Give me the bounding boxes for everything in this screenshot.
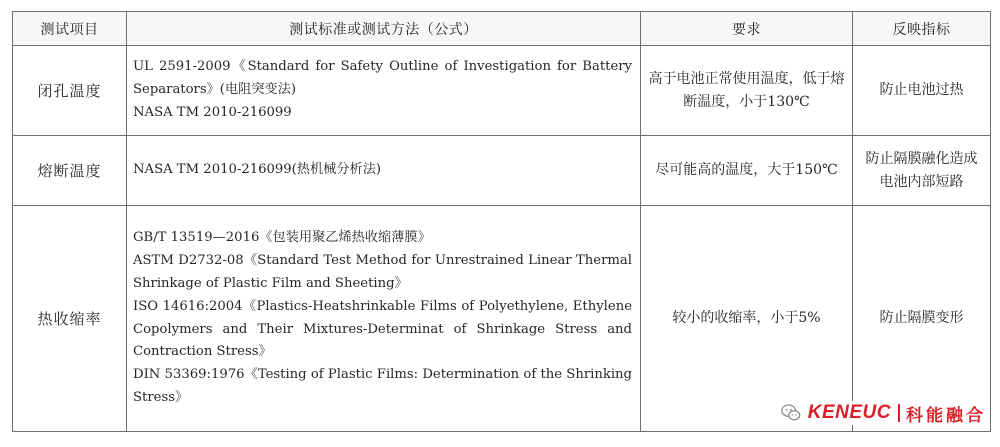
requirement-cell: 较小的收缩率，小于5% [641, 206, 853, 432]
test-method-cell [127, 46, 641, 136]
header-test-item: 测试项目 [13, 12, 127, 46]
indicator-cell: 防止隔膜融化造成电池内部短路 [853, 136, 991, 206]
spec-table-container [12, 11, 990, 432]
test-item-cell: 热收缩率 [13, 206, 127, 432]
method-line: NASA TM 2010-216099 [133, 104, 292, 120]
test-method-cell [127, 206, 641, 432]
indicator-cell: 防止隔膜变形 [853, 206, 991, 432]
method-line: ISO 14616:2004《Plastics-Heatshrinkable Films of Polyethylene, Ethylene Copolymers and Their Mixtures-Determinat of Shrinkage Stress and Contraction Stress》 [133, 298, 632, 360]
method-line: UL 2591-2009《Standard for Safety Outline of Investigation for Battery Separators》(电阻突变法) [133, 59, 632, 98]
watermark-divider [898, 404, 900, 422]
method-line: NASA TM 2010-216099(热机械分析法) [133, 162, 382, 178]
table-row [13, 206, 991, 432]
test-item-cell: 熔断温度 [13, 136, 127, 206]
indicator-cell: 防止电池过热 [853, 46, 991, 136]
watermark-brand: KENEUC [807, 402, 891, 423]
method-line: GB/T 13519—2016《包装用聚乙烯热收缩薄膜》 [133, 230, 431, 246]
table-row [13, 46, 991, 136]
watermark-chinese-name: 科能融合 [906, 405, 986, 426]
table-header [13, 12, 991, 46]
header-row [13, 12, 991, 46]
table-body [13, 46, 991, 432]
test-method-cell [127, 136, 641, 206]
wechat-icon [780, 402, 802, 424]
header-indicator: 反映指标 [853, 12, 991, 46]
header-test-method: 测试标准或测试方法（公式） [127, 12, 641, 46]
watermark [778, 401, 990, 425]
table-row [13, 136, 991, 206]
test-item-cell: 闭孔温度 [13, 46, 127, 136]
header-requirement: 要求 [641, 12, 853, 46]
method-line: DIN 53369:1976《Testing of Plastic Films: Determination of the Shrinking Stress》 [133, 367, 632, 405]
spec-table [12, 11, 991, 432]
requirement-cell: 尽可能高的温度，大于150℃ [641, 136, 853, 206]
requirement-cell: 高于电池正常使用温度，低于熔断温度，小于130℃ [641, 46, 853, 136]
method-line: ASTM D2732-08《Standard Test Method for Unrestrained Linear Thermal Shrinkage of Plastic Film and Sheeting》 [133, 253, 632, 291]
